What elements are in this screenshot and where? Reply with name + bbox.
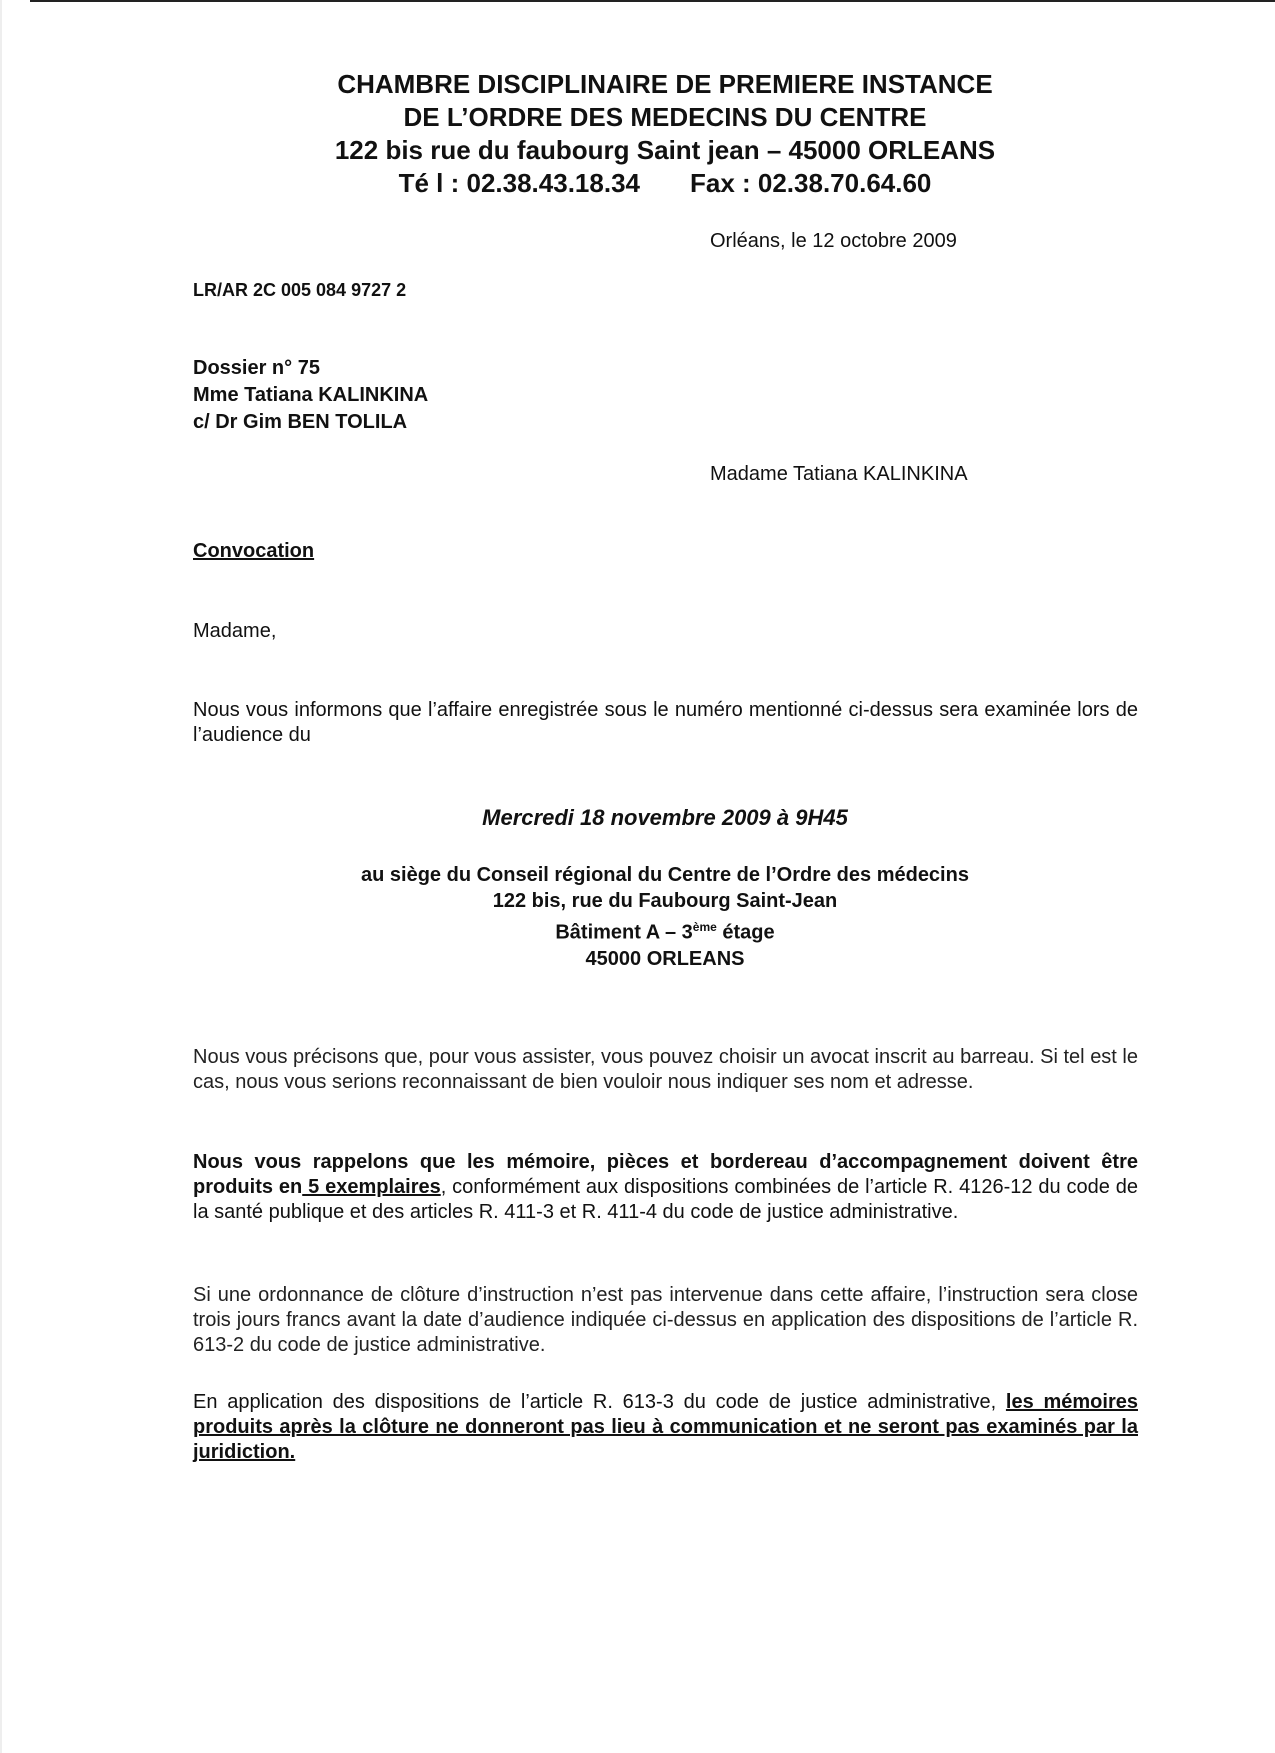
scan-edge-top xyxy=(30,0,1275,2)
copies-reminder-bold: Nous vous rappelons que les mémoire, pièces et bordereau d’accompagnement doivent être produits en xyxy=(193,1151,1138,1198)
late-briefs-paragraph xyxy=(193,1390,1138,1465)
venue-floor-suffix: ème xyxy=(692,920,717,934)
venue-floor-word: étage xyxy=(716,921,775,944)
venue-line-1: au siège du Conseil régional du Centre de l’Ordre des médecins xyxy=(361,864,969,886)
dossier-against: c/ Dr Gim BEN TOLILA xyxy=(193,411,408,433)
venue-line-2: 122 bis, rue du Faubourg Saint-Jean xyxy=(492,890,838,912)
late-briefs-warning: les mémoires produits après la clôture ne donneront pas lieu à communication et ne seront pas examinés par la juridiction. xyxy=(193,1391,1138,1463)
late-briefs-intro: En application des dispositions de l’article R. 613-3 du code de justice administrative, xyxy=(193,1391,1006,1413)
copies-reminder-rest: , conformément aux dispositions combinées de l’article R. 4126-12 du code de la santé publique et des articles R. 411-3 et R. 411-4 du code de justice administrative. xyxy=(193,1176,1138,1223)
letterhead-fax: Fax : 02.38.70.64.60 xyxy=(689,168,932,198)
intro-paragraph: Nous vous informons que l’affaire enregistrée sous le numéro mentionné ci-dessus sera examinée lors de l’audience du xyxy=(193,699,1138,746)
venue-line-3 xyxy=(0,914,1275,946)
closure-paragraph: Si une ordonnance de clôture d’instruction n’est pas intervenue dans cette affaire, l’instruction sera close trois jours francs avant la date d’audience indiquée ci-dessus en application des dispositions de l’article R. 613-2 du code de justice administrative. xyxy=(193,1284,1138,1356)
letterhead-contact xyxy=(0,167,1275,200)
registered-mail-reference: LR/AR 2C 005 084 9727 2 xyxy=(193,280,407,300)
dossier-block xyxy=(193,355,428,436)
venue-line-4: 45000 ORLEANS xyxy=(585,947,745,970)
venue-building: Bâtiment A – 3 xyxy=(555,921,693,944)
salutation: Madame, xyxy=(193,620,277,642)
letterhead-tel: Té l : 02.38.43.18.34 xyxy=(398,168,640,198)
letterhead-line-2: DE L’ORDRE DES MEDECINS DU CENTRE xyxy=(403,102,927,132)
letterhead-address: 122 bis rue du faubourg Saint jean – 45000 ORLEANS xyxy=(334,135,996,165)
copies-count: 5 exemplaires xyxy=(302,1176,441,1198)
dossier-plaintiff: Mme Tatiana KALINKINA xyxy=(193,384,429,406)
hearing-venue xyxy=(0,862,1275,972)
dossier-number: Dossier n° 75 xyxy=(193,357,320,379)
letter-subject: Convocation xyxy=(193,540,315,562)
letterhead xyxy=(0,68,1275,200)
date-line: Orléans, le 12 octobre 2009 xyxy=(710,230,957,252)
lawyer-paragraph: Nous vous précisons que, pour vous assister, vous pouvez choisir un avocat inscrit au barreau. Si tel est le cas, nous vous serions reconnaissant de bien vouloir nous indiquer ses nom et adresse. xyxy=(193,1046,1138,1093)
letterhead-line-1: CHAMBRE DISCIPLINAIRE DE PREMIERE INSTANCE xyxy=(337,69,993,99)
hearing-date: Mercredi 18 novembre 2009 à 9H45 xyxy=(482,805,848,830)
recipient-name: Madame Tatiana KALINKINA xyxy=(710,463,968,485)
copies-reminder-paragraph xyxy=(193,1150,1138,1225)
